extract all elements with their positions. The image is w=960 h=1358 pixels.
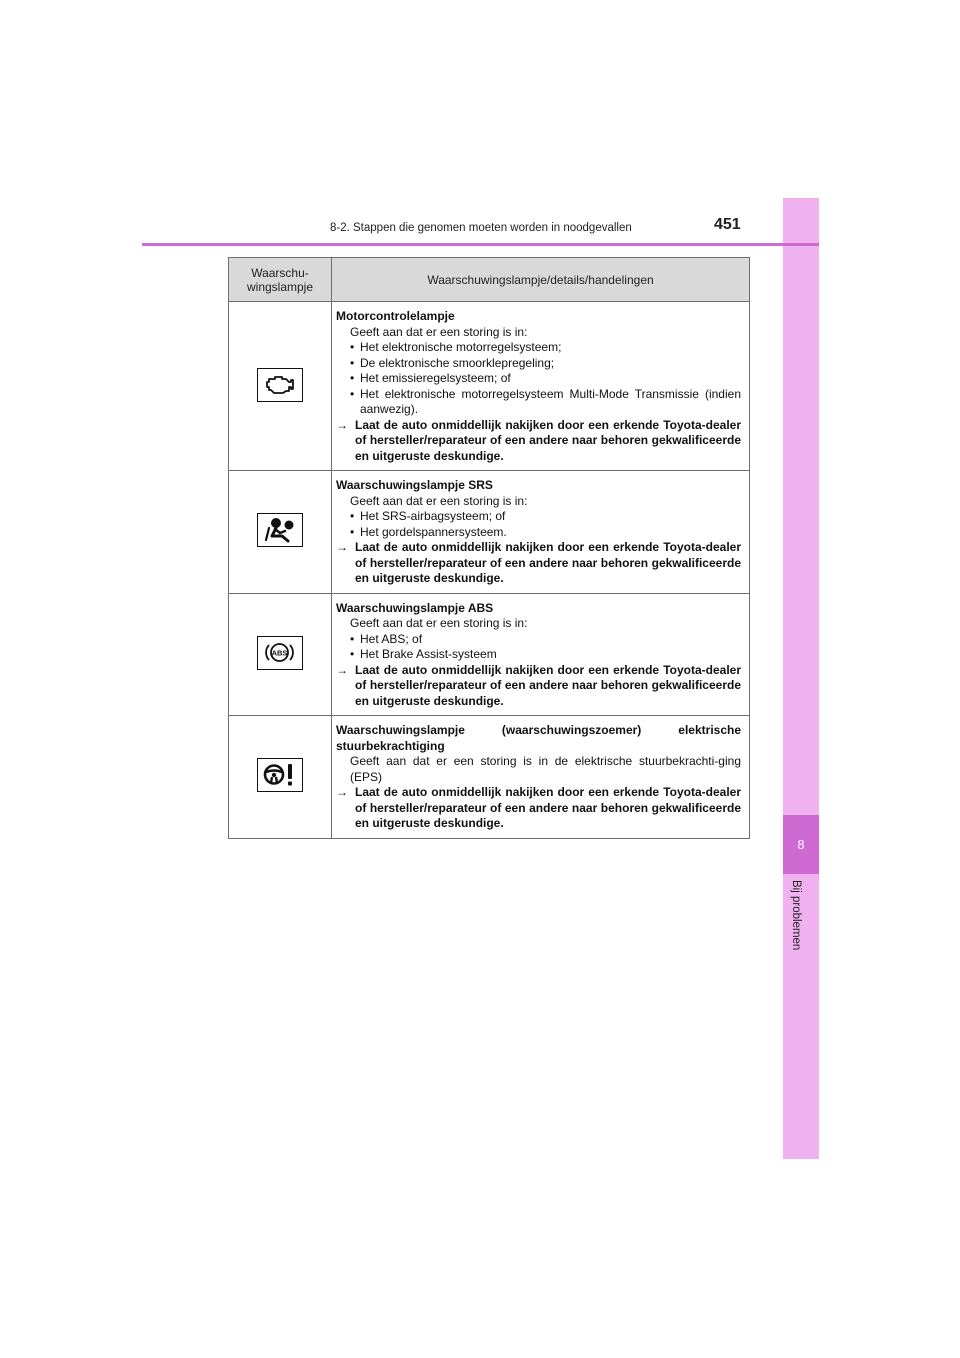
lamp-lead: Geeft aan dat er een storing is in: [350,616,528,630]
section-title: 8-2. Stappen die genomen moeten worden in noodgevallen [330,222,632,234]
table-row [229,471,750,594]
col-header-details: Waarschuwingslampje/details/handelingen [332,258,750,302]
lamp-lead: Geeft aan dat er een storing is in: [350,493,528,508]
list-item: • Het Brake Assist-systeem [350,647,741,663]
table-row [229,716,750,839]
table-row [229,593,750,716]
srs-airbag-icon [257,513,303,547]
chapter-side-strip [783,198,819,1159]
action-instruction: → Laat de auto onmiddellijk nakijken door een erkende Toyota-dealer of hersteller/reparateur of een andere naar behoren gekwalificeerde en uitgeruste deskundige. [336,662,741,708]
lamp-lead: Geeft aan dat er een storing is in: [350,324,528,339]
fault-list [336,509,741,540]
lamp-title: Waarschuwingslampje ABS [336,600,494,615]
lamp-title: Motorcontrolelampje [336,309,455,323]
page-number: 451 [714,216,741,233]
arrow-right-icon: → [336,417,348,432]
lamp-title: Waarschuwingslampje SRS [336,478,493,492]
fault-list [336,340,741,418]
warning-lamp-table [228,257,750,839]
list-item: • Het ABS; of [350,632,741,648]
abs-icon-label: ABS [271,648,288,658]
fault-list [336,632,741,663]
list-item: • Het emissieregelsysteem; of [350,371,741,387]
action-instruction: → Laat de auto onmiddellijk nakijken door een erkende Toyota-dealer of hersteller/reparateur of een andere naar behoren gekwalificeerde en uitgeruste deskundige. [336,540,741,585]
arrow-right-icon: → [336,540,348,554]
header-rule [142,243,819,246]
table-row [229,302,750,471]
list-item: • Het SRS-airbagsysteem; of [350,509,741,525]
chapter-number-tab[interactable]: 8 [783,815,819,874]
lamp-title: Waarschuwingslampje (waarschuwingszoemer) elektrische stuurbekrachtiging [336,723,741,753]
action-instruction: → Laat de auto onmiddellijk nakijken door een erkende Toyota-dealer of hersteller/reparateur of een andere naar behoren gekwalificeerde en uitgeruste deskundige. [336,417,741,463]
table-header-row [229,258,750,302]
col-header-lamp: Waarschu- wingslampje [229,258,332,302]
engine-check-icon [257,368,303,402]
chapter-label: Bij problemen [790,880,802,951]
list-item: • Het elektronische motorregelsysteem; [350,340,741,356]
list-item: • De elektronische smoorklepregeling; [350,356,741,372]
action-instruction: → Laat de auto onmiddellijk nakijken door een erkende Toyota-dealer of hersteller/reparateur of een andere naar behoren gekwalificeerde en uitgeruste deskundige. [336,785,741,830]
arrow-right-icon: → [336,662,348,677]
arrow-right-icon: → [336,785,348,799]
eps-steering-warning-icon [257,758,303,792]
list-item: • Het elektronische motorregelsysteem Multi-Mode Transmissie (indien aanwezig). [350,387,741,418]
list-item: • Het gordelspannersysteem. [350,525,741,541]
abs-icon [257,636,303,670]
lamp-lead: Geeft aan dat er een storing is in de elektrische stuurbekrachti-ging (EPS) [350,754,741,784]
